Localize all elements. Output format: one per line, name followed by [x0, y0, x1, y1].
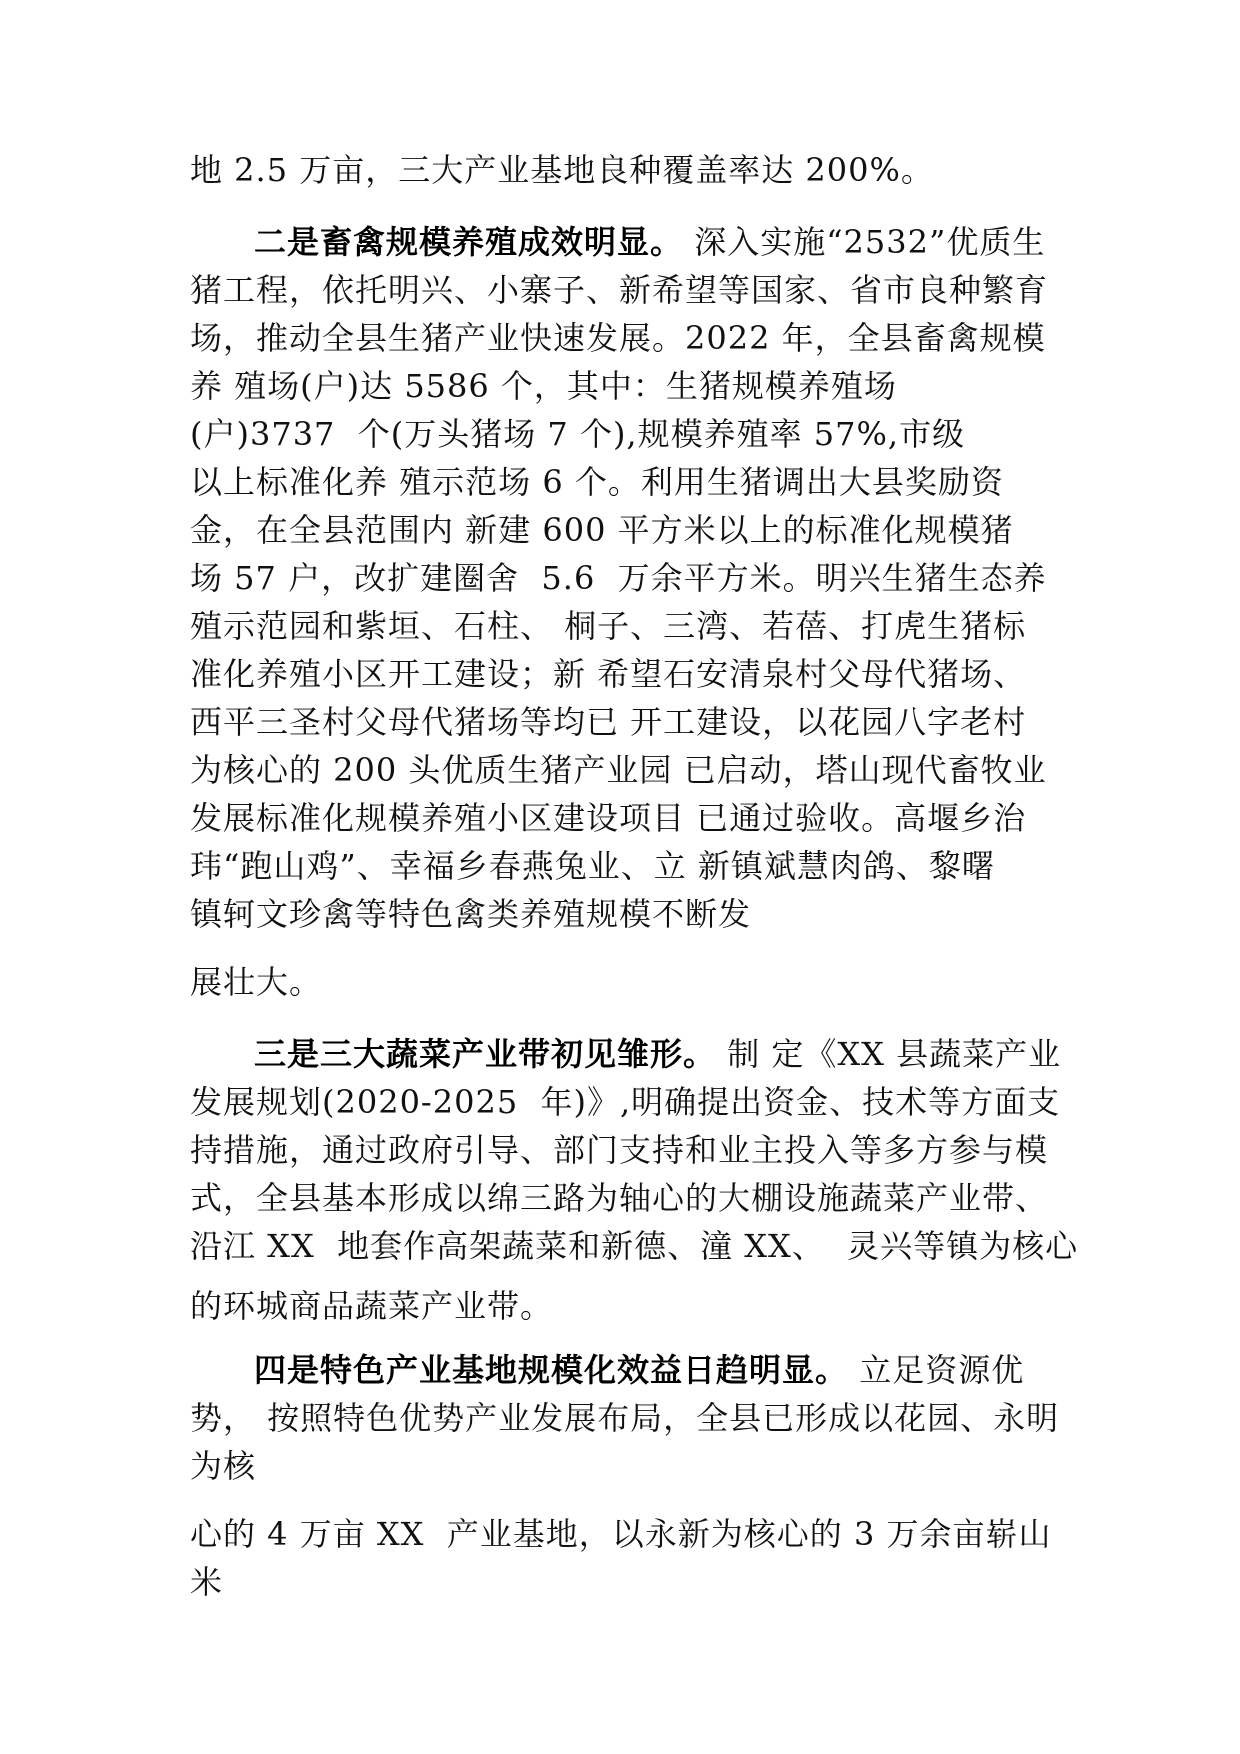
line-text: 沿江 XX 地套作高架蔬菜和新德、潼 XX、 灵兴等镇为核心	[190, 1227, 1079, 1265]
line-text: 持措施，通过政府引导、部门支持和业主投入等多方参与模	[190, 1131, 1049, 1169]
text-line	[190, 318, 1046, 358]
line-text: 米	[190, 1563, 224, 1601]
line-text: 殖示范园和紫垣、石柱、 桐子、三湾、若蓓、打虎生猪标	[190, 607, 1027, 645]
line-text: 玮“跑山鸡”、幸福乡春燕兔业、立 新镇斌慧肉鸽、黎曙	[190, 847, 995, 885]
line-text: 发展规划(2020-2025 年)》,明确提出资金、技术等方面支	[190, 1083, 1061, 1121]
text-line	[190, 1130, 1048, 1170]
text-line	[190, 1514, 1052, 1554]
text-line	[190, 702, 1026, 742]
text-line	[190, 1178, 1048, 1218]
line-text: 猪工程，依托明兴、小寨子、新希望等国家、省市良种繁育	[190, 271, 1049, 309]
paragraph-heading: 三是三大蔬菜产业带初见雏形。	[254, 1035, 717, 1073]
line-text: (户)3737 个(万头猪场 7 个),规模养殖率 57%,市级	[190, 415, 966, 453]
text-line	[190, 558, 1047, 598]
text-line	[190, 1226, 1078, 1266]
line-text: 养 殖场(户)达 5586 个，其中：生猪规模养殖场	[190, 367, 897, 405]
line-text: 为核	[190, 1447, 257, 1485]
text-line	[190, 150, 934, 190]
paragraph-heading: 二是畜禽规模养殖成效明显。	[254, 223, 684, 261]
text-line	[190, 414, 965, 454]
text-line	[190, 606, 1026, 646]
line-text: 的环城商品蔬菜产业带。	[190, 1287, 554, 1325]
text-line	[190, 1398, 1059, 1438]
line-text: 镇轲文珍禽等特色禽类养殖规模不断发	[190, 895, 752, 933]
text-line	[190, 1082, 1060, 1122]
text-line	[190, 798, 1026, 838]
text-line	[190, 1446, 256, 1486]
line-text: 准化养殖小区开工建设；新 希望石安清泉村父母代猪场、	[190, 655, 1027, 693]
text-line	[190, 846, 995, 886]
text-line	[190, 654, 1026, 694]
text-line	[190, 462, 1004, 502]
text-line	[190, 962, 322, 1002]
text-line	[190, 366, 897, 406]
text-line	[190, 510, 1014, 550]
line-text: 发展标准化规模养殖小区建设项目 已通过验收。高堰乡治	[190, 799, 1027, 837]
line-text: 心的 4 万亩 XX 产业基地，以永新为核心的 3 万余亩崭山	[190, 1515, 1052, 1553]
text-line	[190, 894, 751, 934]
paragraph-2-first-line	[254, 222, 1045, 262]
paragraph-4-first-line	[254, 1350, 1024, 1390]
line-text: 展壮大。	[190, 963, 323, 1001]
line-text: 地 2.5 万亩，三大产业基地良种覆盖率达 200%。	[190, 151, 934, 189]
text-line	[190, 1286, 553, 1326]
line-text: 西平三圣村父母代猪场等均已 开工建设，以花园八字老村	[190, 703, 1027, 741]
line-text: 立足资源优	[848, 1351, 1025, 1389]
line-text: 式，全县基本形成以绵三路为轴心的大棚设施蔬菜产业带、	[190, 1179, 1049, 1217]
line-text: 以上标准化养 殖示范场 6 个。利用生猪调出大县奖励资	[190, 463, 1004, 501]
line-text: 场，推动全县生猪产业快速发展。2022 年，全县畜禽规模	[190, 319, 1046, 357]
line-text: 场 57 户，改扩建圈舍 5.6 万余平方米。明兴生猪生态养	[190, 559, 1047, 597]
line-text: 制 定《XX 县蔬菜产业	[716, 1035, 1062, 1073]
line-text: 深入实施“2532”优质生	[683, 223, 1046, 261]
line-text: 金，在全县范围内 新建 600 平方米以上的标准化规模猪	[190, 511, 1014, 549]
text-line	[190, 1562, 223, 1602]
text-line	[190, 270, 1048, 310]
paragraph-heading: 四是特色产业基地规模化效益日趋明显。	[254, 1351, 849, 1389]
line-text: 为核心的 200 头优质生猪产业园 已启动，塔山现代畜牧业	[190, 751, 1047, 789]
line-text: 势， 按照特色优势产业发展布局，全县已形成以花园、永明	[190, 1399, 1060, 1437]
text-line	[190, 750, 1047, 790]
paragraph-3-first-line	[254, 1034, 1061, 1074]
